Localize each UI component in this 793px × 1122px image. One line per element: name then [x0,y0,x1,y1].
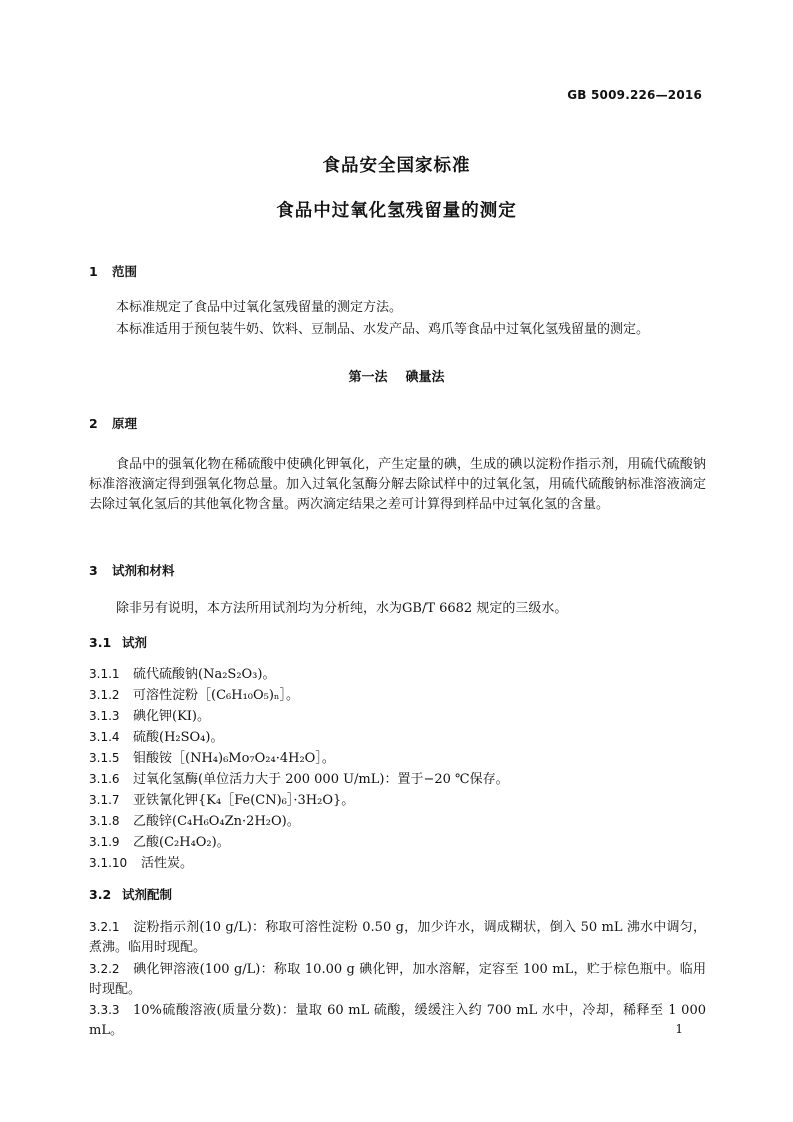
item-number: 3.3.3 [89,1003,120,1017]
section-2-heading [89,414,137,432]
item-number: 3.1.5 [89,751,120,765]
reagent-item [89,811,300,832]
item-text: 亚铁氰化钾{K₄［Fe(CN)₆］·3H₂O}。 [133,793,355,808]
reagent-item [89,706,210,727]
item-number: 3.1.4 [89,730,120,744]
item-text: 可溶性淀粉［(C₆H₁₀O₅)ₙ］。 [133,688,300,703]
item-text: 活性炭。 [141,856,194,871]
preparation-item [89,959,706,1000]
item-number: 3.2.1 [89,920,120,934]
section-title: 原理 [112,416,138,431]
reagent-item [89,664,275,685]
reagent-item [89,832,230,853]
item-number: 3.1.8 [89,814,120,828]
reagent-item [89,748,335,769]
item-number: 3.1.6 [89,772,120,786]
item-text: 碘化钾溶液(100 g/L)：称取 10.00 g 碘化钾，加水溶解，定容至 100 mL，贮于棕色瓶中。临用时现配。 [89,962,706,997]
principle-paragraph: 食品中的强氧化物在稀硫酸中使碘化钾氧化，产生定量的碘，生成的碘以淀粉作指示剂，用硫代硫酸钠标准溶液滴定得到强氧化物总量。加入过氧化氢酶分解去除试样中的过氧化氢，用硫代硫酸钠标准溶液滴定去除过氧化氢后的其他氧化物含量。两次滴定结果之差可计算得到样品中过氧化氢的含量。 [89,457,706,512]
section-number: 2 [89,416,98,431]
item-text: 10%硫酸溶液(质量分数)：量取 60 mL 硫酸，缓缓注入约 700 mL 水中，冷却，稀释至 1 000 mL。 [89,1003,706,1038]
standard-number: GB 5009.226—2016 [567,88,702,102]
subsection-3-1-heading [89,633,147,651]
subsection-title: 试剂 [122,635,148,650]
section-3-heading [89,561,175,579]
reagent-item [89,769,509,790]
document-title-line1: 食品安全国家标准 [322,156,471,176]
reagent-item [89,727,223,748]
item-number: 3.1.7 [89,793,120,807]
item-number: 3.1.3 [89,709,120,723]
item-text: 钼酸铵［(NH₄)₆Mo₇O₂₄·4H₂O］。 [133,751,335,766]
section-title: 试剂和材料 [112,563,175,578]
item-number: 3.1.1 [89,667,120,681]
item-number: 3.1.9 [89,835,120,849]
subsection-title: 试剂配制 [122,887,173,902]
section-1-heading [89,262,137,280]
preparation-item [89,917,706,958]
item-text: 硫酸(H₂SO₄)。 [133,730,224,745]
subsection-number: 3.1 [89,635,112,650]
item-text: 硫代硫酸钠(Na₂S₂O₃)。 [133,667,276,682]
item-number: 3.2.2 [89,962,120,976]
item-number: 3.1.2 [89,688,120,702]
method-heading: 第一法 碘量法 [348,370,445,385]
item-text: 乙酸(C₂H₄O₂)。 [133,835,230,850]
section-number: 3 [89,563,98,578]
scope-paragraph-1: 本标准规定了食品中过氧化氢残留量的测定方法。 [116,300,403,315]
item-number: 3.1.10 [89,856,128,870]
section-title: 范围 [112,264,138,279]
item-text: 过氧化氢酶(单位活力大于 200 000 U/mL)：置于−20 ℃保存。 [133,772,509,787]
subsection-3-2-heading [89,885,172,903]
subsection-number: 3.2 [89,887,112,902]
reagent-item [89,790,354,811]
reagents-intro-paragraph: 除非另有说明，本方法所用试剂均为分析纯，水为GB/T 6682 规定的三级水。 [116,601,568,616]
section-number: 1 [89,264,98,279]
item-text: 碘化钾(KI)。 [133,709,210,724]
reagent-item [89,853,193,874]
preparation-item [89,1000,706,1041]
document-title-line2: 食品中过氧化氢残留量的测定 [276,201,517,221]
page-number: 1 [675,1022,683,1036]
scope-paragraph-2: 本标准适用于预包装牛奶、饮料、豆制品、水发产品、鸡爪等食品中过氧化氢残留量的测定。 [116,322,650,337]
item-text: 乙酸锌(C₄H₆O₄Zn·2H₂O)。 [133,814,300,829]
reagent-item [89,685,299,706]
item-text: 淀粉指示剂(10 g/L)：称取可溶性淀粉 0.50 g，加少许水，调成糊状，倒入 50 mL 沸水中调匀，煮沸。临用时现配。 [89,920,706,955]
